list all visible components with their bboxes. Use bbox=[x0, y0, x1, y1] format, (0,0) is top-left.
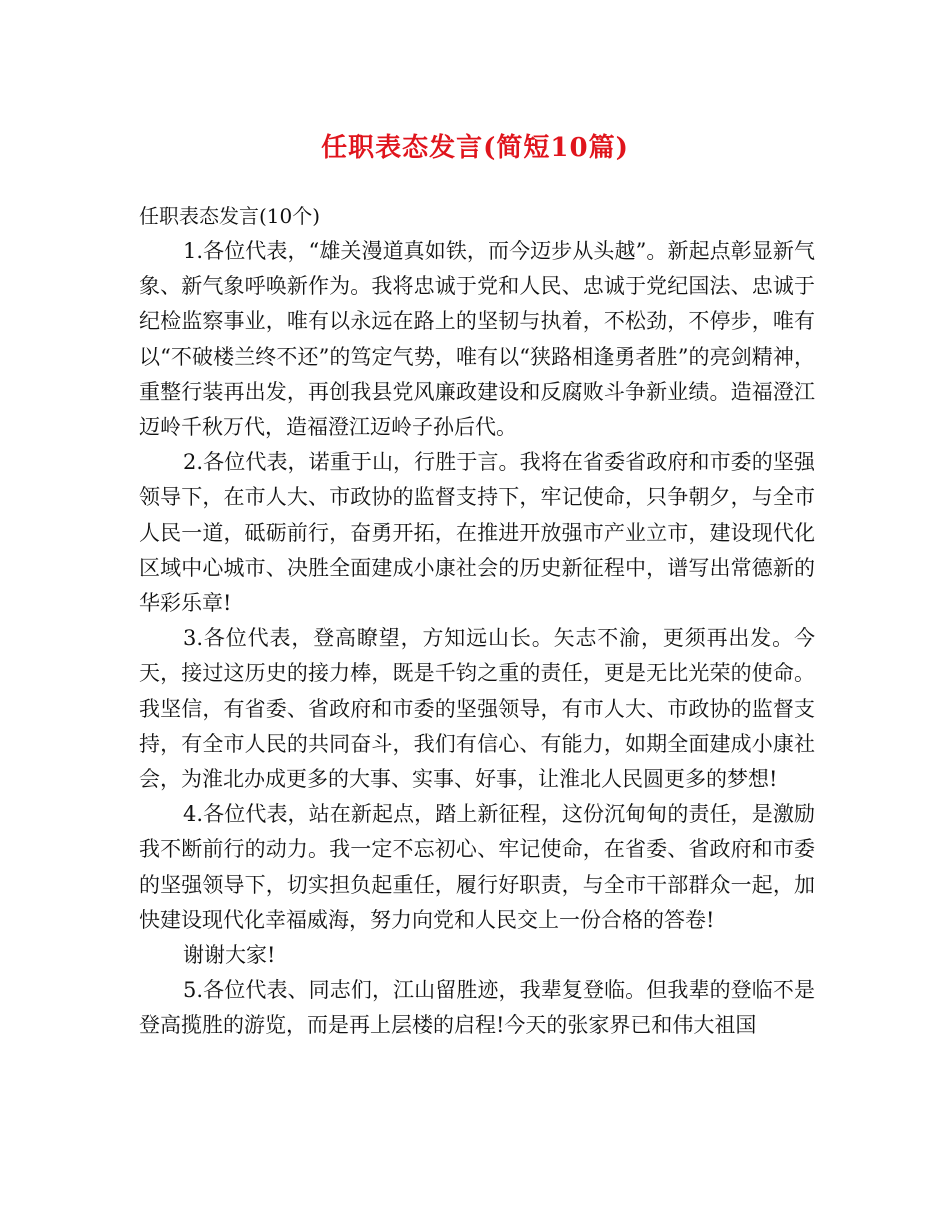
document-subtitle: 任职表态发言(10个) bbox=[139, 204, 321, 228]
paragraph-4: 4.各位代表，站在新起点，踏上新征程，这份沉甸甸的责任，是激励我不断前行的动力。我一定不忘初心、牢记使命，在省委、省政府和市委的坚强领导下，切实担负起重任，履行好职责，与全市干部群众一起，加快建设现代化幸福威海，努力向党和人民交上一份合格的答卷! bbox=[139, 802, 815, 932]
document-title: 任职表态发言(简短10篇) bbox=[321, 133, 629, 163]
paragraph-thanks: 谢谢大家! bbox=[183, 943, 276, 968]
paragraph-3: 3.各位代表，登高瞭望，方知远山长。矢志不渝，更须再出发。今天，接过这历史的接力棒，既是千钧之重的责任，更是无比光荣的使命。我坚信，有省委、省政府和市委的坚强领导，有市人大、市政协的监督支持，有全市人民的共同奋斗，我们有信心、有能力，如期全面建成小康社会，为淮北办成更多的大事、实事、好事，让淮北人民圆更多的梦想! bbox=[139, 626, 815, 792]
paragraph-2: 2.各位代表，诺重于山，行胜于言。我将在省委省政府和市委的坚强领导下，在市人大、市政协的监督支持下，牢记使命，只争朝夕，与全市人民一道，砥砺前行，奋勇开拓，在推进开放强市产业立市，建设现代化区域中心城市、决胜全面建成小康社会的历史新征程中，谱写出常德新的华彩乐章! bbox=[139, 450, 815, 616]
paragraph-1: 1.各位代表，“雄关漫道真如铁，而今迈步从头越”。新起点彰显新气象、新气象呼唤新作为。我将忠诚于党和人民、忠诚于党纪国法、忠诚于纪检监察事业，唯有以永远在路上的坚韧与执着，不松劲，不停步，唯有以“不破楼兰终不还”的笃定气势，唯有以“狭路相逢勇者胜”的亮剑精神，重整行装再出发，再创我县党风廉政建设和反腐败斗争新业绩。造福澄江迈岭千秋万代，造福澄江迈岭子孙后代。 bbox=[139, 239, 815, 440]
paragraph-5: 5.各位代表、同志们，江山留胜迹，我辈复登临。但我辈的登临不是登高揽胜的游览，而是再上层楼的启程!今天的张家界已和伟大祖国 bbox=[139, 978, 815, 1038]
document-body bbox=[139, 199, 815, 1044]
